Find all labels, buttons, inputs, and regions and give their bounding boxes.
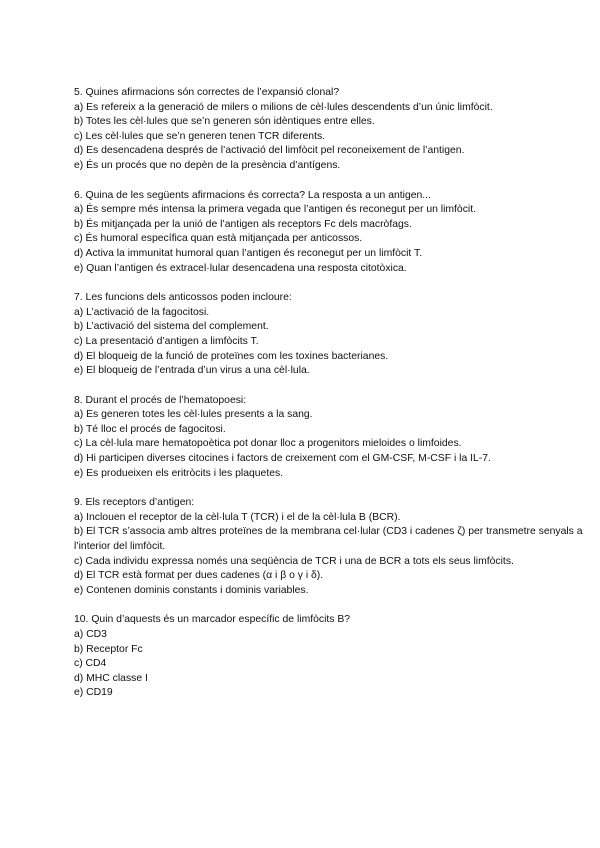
- answer-option: a) CD3: [74, 629, 107, 640]
- answer-option: c) Cada individu expressa només una seqüència de TCR i una de BCR a tots els seus limfòcits.: [74, 555, 514, 567]
- answer-option: e) CD19: [74, 687, 113, 699]
- question-stem: 10. Quin d’aquests és un marcador específic de limfòcits B?: [74, 614, 351, 626]
- answer-option: d) El bloqueig de la funció de proteïnes com les toxines bacterianes.: [74, 350, 389, 362]
- answer-option: c) Les cèl·lules que se’n generen tenen TCR diferents.: [74, 130, 326, 142]
- question-9: [74, 496, 584, 598]
- question-stem: 8. Durant el procés de l’hematopoesi:: [74, 394, 247, 406]
- answer-option: e) Contenen dominis constants i dominis variables.: [74, 584, 309, 596]
- answer-option: c) La cèl·lula mare hematopoètica pot donar lloc a progenitors mieloides o limfoides.: [74, 438, 462, 450]
- question-8: [74, 394, 584, 482]
- answer-option: a) És sempre més intensa la primera vegada que l’antigen és reconegut per un limfòcit.: [74, 204, 476, 216]
- exam-page: [74, 86, 584, 716]
- answer-option: c) És humoral específica quan està mitjançada per anticossos.: [74, 233, 363, 245]
- answer-option: c) La presentació d’antigen a limfòcits T.: [74, 335, 259, 347]
- question-stem: 7. Les funcions dels anticossos poden incloure:: [74, 292, 292, 304]
- question-7: [74, 291, 584, 379]
- question-stem: 5. Quines afirmacions són correctes de l’expansió clonal?: [74, 87, 340, 98]
- answer-option: d) Es desencadena després de l’activació del limfòcit pel reconeixement de l’antigen.: [74, 145, 465, 157]
- answer-option: b) Totes les cèl·lules que se’n generen són idèntiques entre elles.: [74, 116, 375, 128]
- question-stem: 9. Els receptors d’antigen:: [74, 497, 195, 509]
- answer-option: b) Té lloc el procés de fagocitosi.: [74, 423, 226, 435]
- answer-option: a) Es generen totes les cèl·lules presents a la sang.: [74, 409, 313, 421]
- answer-option: b) L’activació del sistema del complement.: [74, 321, 269, 333]
- question-10: [74, 613, 584, 701]
- answer-option: e) El bloqueig de l’entrada d’un virus a una cèl·lula.: [74, 365, 310, 377]
- answer-option: d) Activa la immunitat humoral quan l’antigen és reconegut per un limfòcit T.: [74, 247, 423, 259]
- answer-option: b) El TCR s’associa amb altres proteïnes de la membrana cel·lular (CD3 i cadenes ζ) per transmetre senyals a l’interior del limfòcit.: [74, 526, 583, 553]
- answer-option: b) Receptor Fc: [74, 643, 143, 655]
- answer-option: e) Es produeixen els eritròcits i les plaquetes.: [74, 467, 284, 479]
- answer-option: c) CD4: [74, 658, 107, 670]
- answer-option: e) És un procés que no depèn de la presència d’antígens.: [74, 159, 341, 171]
- question-5: [74, 86, 584, 174]
- answer-option: d) MHC classe I: [74, 672, 148, 684]
- answer-option: b) És mitjançada per la unió de l’antigen als receptors Fc dels macròfags.: [74, 218, 412, 230]
- question-stem: 6. Quina de les següents afirmacions és correcta? La resposta a un antigen...: [74, 189, 431, 201]
- answer-option: a) L’activació de la fagocitosi.: [74, 306, 210, 318]
- answer-option: a) Es refereix a la generació de milers o milions de cèl·lules descendents d’un únic limfòcit.: [74, 101, 493, 113]
- answer-option: d) El TCR està format per dues cadenes (α i β o γ i δ).: [74, 570, 324, 582]
- question-6: [74, 189, 584, 277]
- answer-option: a) Inclouen el receptor de la cèl·lula T (TCR) i el de la cèl·lula B (BCR).: [74, 511, 401, 523]
- answer-option: d) Hi participen diverses citocines i factors de creixement com el GM-CSF, M-CSF i la IL-7.: [74, 453, 491, 465]
- answer-option: e) Quan l’antigen és extracel·lular desencadena una resposta citotòxica.: [74, 262, 407, 274]
